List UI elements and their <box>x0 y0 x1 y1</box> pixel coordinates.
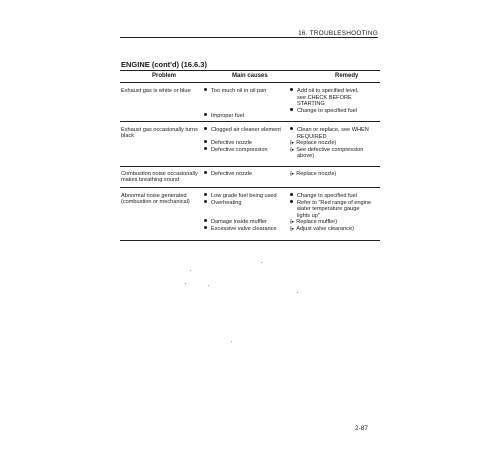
remedy-item-continued: above) <box>297 153 315 159</box>
remedy-item: (▸ Adjust valve clearance) <box>290 225 355 232</box>
cause-item: Excessive valve clearance <box>204 226 277 232</box>
header-rule <box>120 37 378 38</box>
remedy-item: (▸ Replace nozzle) <box>290 140 337 146</box>
scan-speck <box>231 341 232 342</box>
bullet-icon <box>290 88 293 91</box>
table-header <box>120 70 380 83</box>
problem-text: Combustion noise occasionally makes breathing sound <box>121 171 198 184</box>
bullet-icon <box>290 108 293 111</box>
scan-speck <box>297 292 298 293</box>
bullet-icon <box>204 171 207 174</box>
remedy-item-continued: REQUIRED <box>297 133 327 140</box>
arrow-icon: (▸ <box>290 140 295 146</box>
remedy-item-continued: lights up" <box>297 212 320 219</box>
table-row <box>120 83 380 122</box>
page-number: 2-87 <box>354 425 368 432</box>
bullet-icon <box>204 88 207 91</box>
bullet-icon <box>204 127 207 130</box>
cause-item: Improper fuel <box>204 113 244 119</box>
bullet-icon <box>204 193 207 196</box>
section-header: 16. TROUBLESHOOTING <box>298 30 378 37</box>
remedy-item: Refer to "Red range of engine <box>290 200 371 206</box>
remedy-item: (▸ Replace nozzle) <box>290 171 337 177</box>
cause-item: Low grade fuel being used <box>204 193 277 199</box>
cause-item: Clogged air cleaner element <box>204 127 281 133</box>
table-row <box>120 167 380 188</box>
column-header-causes: Main causes <box>232 73 268 79</box>
arrow-icon: (▸ <box>290 171 295 177</box>
bullet-icon <box>204 113 207 116</box>
remedy-item-continued: water temperature gauge <box>297 206 360 212</box>
troubleshooting-table <box>120 70 380 241</box>
cause-item: Defective nozzle <box>204 171 252 177</box>
remedy-item: Change to specified fuel <box>290 108 357 114</box>
remedy-item: Clean or replace, see WHEN <box>290 127 369 133</box>
problem-text: Exhaust gas occasionally turns black <box>121 127 198 140</box>
arrow-icon: (▸ <box>290 219 295 225</box>
bullet-icon <box>290 127 293 130</box>
table-row <box>120 188 380 241</box>
bullet-icon <box>204 219 207 222</box>
cause-item: Too much oil in oil pan <box>204 88 266 94</box>
section-title: ENGINE (cont'd) (16.6.3) <box>121 60 207 69</box>
scan-speck <box>261 262 262 263</box>
remedy-item: Add oil to specified level, <box>290 88 359 94</box>
scan-speck <box>190 270 191 271</box>
bullet-icon <box>204 147 207 150</box>
column-header-problem: Problem <box>152 73 177 79</box>
problem-text: Abnormal noise generated (combustion or mechanical) <box>121 193 190 206</box>
cause-item: Defective compression <box>204 147 268 153</box>
bullet-icon <box>204 140 207 143</box>
cause-item: Overheating <box>204 200 241 206</box>
bullet-icon <box>290 193 293 196</box>
arrow-icon: (▸ <box>290 146 295 153</box>
cause-item: Damage inside muffler <box>204 219 267 225</box>
remedy-item-continued: see CHECK BEFORE <box>297 94 352 101</box>
bullet-icon <box>204 226 207 229</box>
column-header-remedy: Remedy <box>335 73 359 79</box>
remedy-item: (▸ See defective compression <box>290 146 364 153</box>
scan-speck <box>208 285 209 286</box>
arrow-icon: (▸ <box>290 225 295 232</box>
problem-text: Exhaust gas is white or blue <box>121 88 191 94</box>
remedy-item: (▸ Replace muffler) <box>290 219 338 225</box>
cause-item: Defective nozzle <box>204 140 252 146</box>
bullet-icon <box>290 200 293 203</box>
scan-speck <box>185 283 186 284</box>
remedy-item: Change to specified fuel <box>290 193 357 199</box>
table-row <box>120 122 380 167</box>
remedy-item-continued: STARTING <box>297 101 325 107</box>
bullet-icon <box>204 200 207 203</box>
